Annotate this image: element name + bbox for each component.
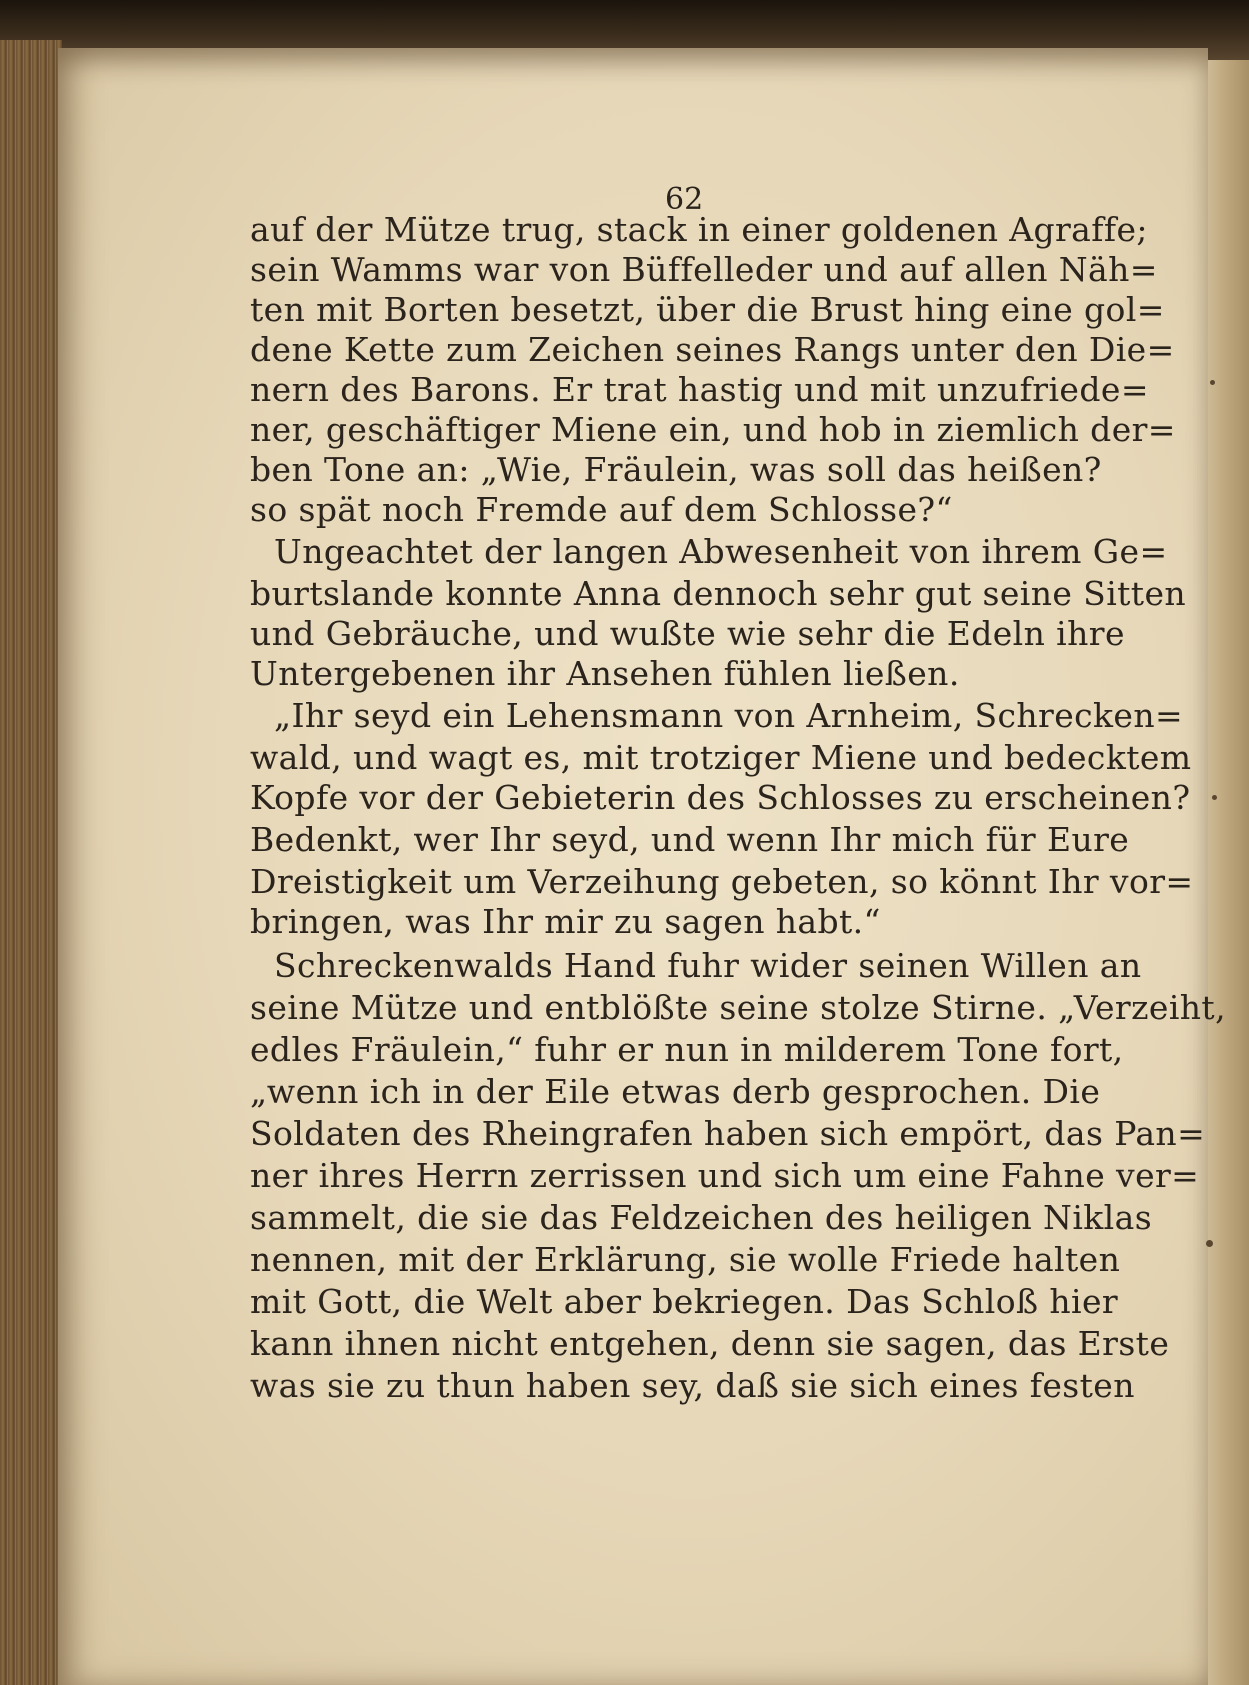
- text-line: nennen, mit der Erklärung, sie wolle Friede halten: [250, 1240, 1121, 1279]
- text-line: ner, geschäftiger Miene ein, und hob in ziemlich der=: [250, 410, 1176, 449]
- text-line: so spät noch Fremde auf dem Schlosse?“: [250, 490, 953, 529]
- page-number: 62: [665, 182, 704, 217]
- text-line: sein Wamms war von Büffelleder und auf allen Näh=: [250, 250, 1158, 289]
- text-line: Schreckenwalds Hand fuhr wider seinen Willen an: [274, 946, 1142, 985]
- text-line: „wenn ich in der Eile etwas derb gesprochen. Die: [250, 1072, 1101, 1111]
- text-line: sammelt, die sie das Feldzeichen des heiligen Niklas: [250, 1198, 1153, 1237]
- text-line: ten mit Borten besetzt, über die Brust hing eine gol=: [250, 290, 1165, 329]
- text-line: was sie zu thun haben sey, daß sie sich eines festen: [250, 1366, 1135, 1405]
- text-line: Dreistigkeit um Verzeihung gebeten, so könnt Ihr vor=: [250, 862, 1194, 901]
- text-line: edles Fräulein,“ fuhr er nun in milderem Tone fort,: [250, 1030, 1124, 1069]
- text-line: nern des Barons. Er trat hastig und mit unzufriede=: [250, 370, 1149, 409]
- text-line: mit Gott, die Welt aber bekriegen. Das Schloß hier: [250, 1282, 1119, 1321]
- text-line: bringen, was Ihr mir zu sagen habt.“: [250, 902, 881, 941]
- text-line: Ungeachtet der langen Abwesenheit von ihrem Ge=: [274, 532, 1168, 571]
- text-line: kann ihnen nicht entgehen, denn sie sagen, das Erste: [250, 1324, 1170, 1363]
- text-line: wald, und wagt es, mit trotziger Miene und bedecktem: [250, 738, 1192, 777]
- book-page-edges-left: [0, 40, 62, 1685]
- paper-speck: [1206, 1240, 1213, 1247]
- text-line: „Ihr seyd ein Lehensmann von Arnheim, Schrecken=: [274, 696, 1184, 735]
- text-line: Bedenkt, wer Ihr seyd, und wenn Ihr mich für Eure: [250, 820, 1130, 859]
- text-line: Untergebenen ihr Ansehen fühlen ließen.: [250, 654, 960, 693]
- text-line: Kopfe vor der Gebieterin des Schlosses zu erscheinen?: [250, 778, 1191, 817]
- paper-speck: [1212, 795, 1217, 800]
- book-page-edge-right: [1208, 60, 1249, 1685]
- text-line: seine Mütze und entblößte seine stolze Stirne. „Verzeiht,: [250, 988, 1226, 1027]
- text-line: burtslande konnte Anna dennoch sehr gut seine Sitten: [250, 574, 1187, 613]
- text-line: dene Kette zum Zeichen seines Rangs unter den Die=: [250, 330, 1175, 369]
- text-line: ben Tone an: „Wie, Fräulein, was soll das heißen?: [250, 450, 1102, 489]
- text-line: auf der Mütze trug, stack in einer goldenen Agraffe;: [250, 210, 1148, 249]
- text-line: und Gebräuche, und wußte wie sehr die Edeln ihre: [250, 614, 1125, 653]
- text-line: ner ihres Herrn zerrissen und sich um eine Fahne ver=: [250, 1156, 1200, 1195]
- text-line: Soldaten des Rheingrafen haben sich empört, das Pan=: [250, 1114, 1206, 1153]
- paper-speck: [1210, 380, 1215, 385]
